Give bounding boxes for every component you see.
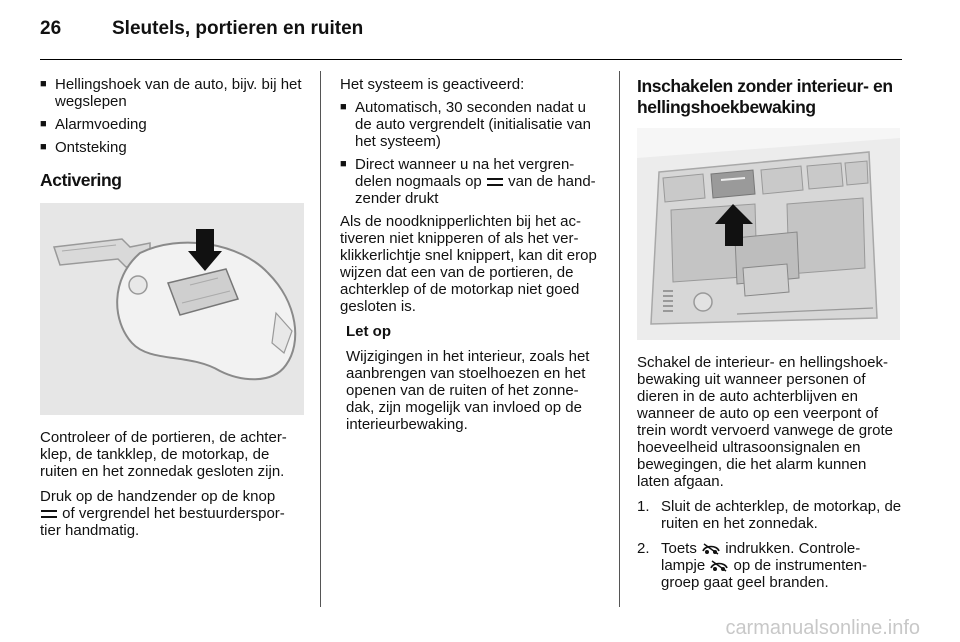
paragraph: Druk op de handzender op de knop of vergrendel het bestuurderspor-tier handmatig. [40,488,285,539]
interior-sensor-off-icon [709,560,729,572]
bullet-list [40,76,304,156]
interior-sensor-off-icon [701,543,721,555]
column-3 [637,76,902,599]
list-item: ■ Alarmvoeding [40,116,304,133]
list-item: 2. Toets indrukken. Controle-lampje op de instrumenten-groep gaat geel branden. [637,540,867,591]
paragraph: Controleer of de portieren, de achter-klep, de tankklep, de motorkap, de ruiten en het zonnedak gesloten zijn. [40,429,287,480]
column-divider-1 [320,71,321,607]
page-number: 26 [40,18,62,39]
paragraph: Schakel de interieur- en hellingshoek-bewaking uit wanneer personen of dieren in de auto achterblijven en wanneer de auto op een veerpont of trein wordt vervoerd vanwege de grote hoeveelheid ultrasoonsignalen en bewegingen, die het alarm kunnen laten afgaan. [637,354,893,490]
section-heading-inschakelen: Inschakelen zonder interieur- en hellingshoekbewaking [637,76,893,117]
overhead-console-illustration [637,128,900,340]
list-item: 1. Sluit de achterklep, de motorkap, de ruiten en het zonnedak. [637,498,902,532]
column-2 [340,76,604,441]
key-fob-figure [40,203,304,415]
list-item: ■ Automatisch, 30 seconden nadat u de auto vergrendelt (initialisatie van het systeem) [340,99,604,150]
bullet-list [340,99,604,207]
list-item: ■ Direct wanneer u na het vergren-delen nogmaals op van de hand-zender drukt [340,156,604,207]
section-heading-activering: Activering [40,170,122,190]
watermark: carmanualsonline.info [725,617,920,639]
lock-button-icon [486,177,504,187]
column-1 [40,76,304,547]
note-heading: Let op [346,323,391,340]
paragraph: Als de noodknipperlichten bij het ac-tiveren niet knipperen of als het ver-klikkerlichtje snel knippert, kan dit erop wijzen dat een van de portieren, de achterklep of de motorkap niet goed gesloten is. [340,213,597,315]
overhead-console-figure [637,128,900,340]
key-fob-illustration [40,203,304,415]
list-item: ■ Hellingshoek van de auto, bijv. bij het wegslepen [40,76,304,110]
column-divider-2 [619,71,620,607]
paragraph: Het systeem is geactiveerd: [340,76,525,93]
step-list [637,498,902,591]
lock-button-icon [40,509,58,519]
note-text: Wijzigingen in het interieur, zoals het aanbrengen van stoelhoezen en het openen van de ruiten of het zonne-dak, zijn mogelijk van invloed op de interieurbewaking. [346,348,590,433]
note-box [340,323,604,433]
page-header [40,18,363,40]
header-rule [40,59,902,60]
list-item: ■ Ontsteking [40,139,304,156]
page-title: Sleutels, portieren en ruiten [112,18,364,39]
